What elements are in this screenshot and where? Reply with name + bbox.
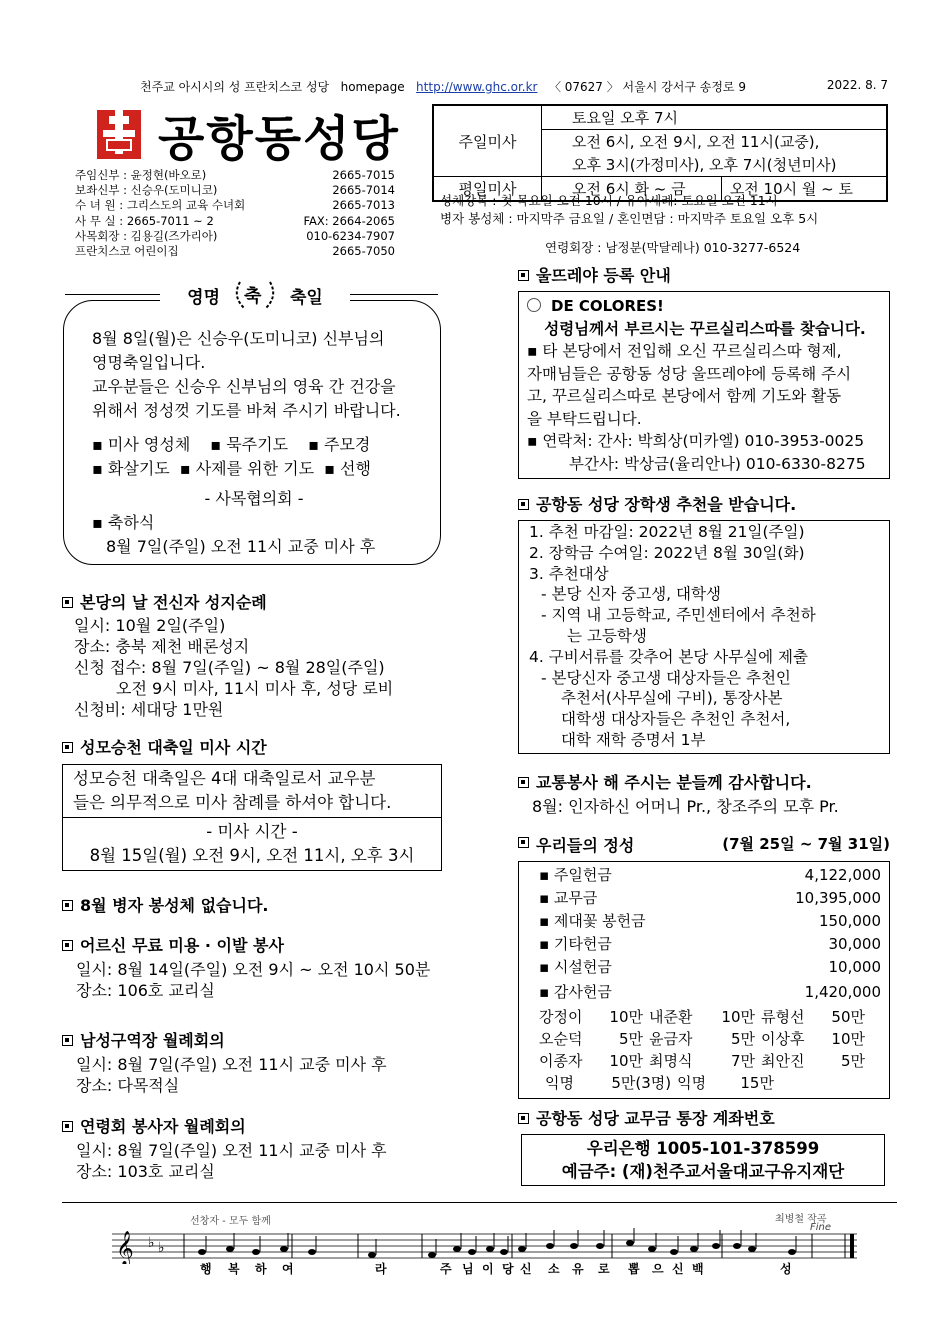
funeral-president: 연령회장 : 남정분(막달레나) 010-3277-6524 <box>545 240 801 255</box>
square-bullet-icon <box>62 1121 73 1132</box>
lyric-syllable: 행 <box>200 1262 212 1276</box>
donor-cell: 윤금자 <box>649 1030 693 1048</box>
square-bullet-icon <box>62 900 73 911</box>
lyric-syllable: 복 <box>228 1262 240 1276</box>
donor-cell: 5만 <box>730 1030 755 1048</box>
note-head <box>226 1246 234 1252</box>
lyric-syllable: 소 <box>548 1262 560 1276</box>
lyric-syllable: 당 <box>502 1262 514 1276</box>
lyric-syllable: 백 <box>692 1262 704 1276</box>
sick-section <box>62 893 268 916</box>
account-box <box>521 1134 885 1186</box>
feast-heading <box>160 277 350 313</box>
note-head <box>252 1249 260 1255</box>
section-title: 성모승천 대축일 미사 시간 <box>62 735 442 758</box>
lyric-syllable: 이 <box>482 1262 494 1276</box>
staff-row <box>75 229 395 244</box>
cursillo-contact: 부간사: 박상금(율리안나) 010-6330-8275 <box>569 454 866 473</box>
account-holder: 예금주: (재)천주교서울대교구유지재단 <box>561 1162 845 1181</box>
lyric-syllable: 유 <box>572 1262 584 1276</box>
council-sign: - 사목협의회 - <box>204 489 304 508</box>
header-line <box>140 78 746 95</box>
music-fine: Fine <box>810 1222 832 1233</box>
donor-cell: 류형선 <box>761 1008 805 1026</box>
donor-cell: 강정이 <box>539 1008 583 1026</box>
traffic-section <box>518 770 890 817</box>
scholarship-line: - 본당신자 중고생 대상자들은 추천인 <box>541 668 791 687</box>
bottom-rule <box>62 1202 897 1203</box>
cursillo-brand: DE COLORES! <box>551 297 664 315</box>
haircut-section <box>62 933 462 1001</box>
offering-label: ▪ 시설헌금 <box>539 958 612 976</box>
pilgrimage-section <box>62 590 442 720</box>
scholarship-line: 3. 추천대상 <box>529 564 609 583</box>
lyric-syllable: 라 <box>375 1262 387 1276</box>
staff-phone: FAX: 2664-2065 <box>303 213 395 228</box>
section-title: 남성구역장 월례회의 <box>62 1028 462 1051</box>
staff-row <box>75 198 395 213</box>
donor-cell: 익명 <box>677 1074 707 1092</box>
homepage-label: homepage <box>340 80 405 94</box>
offering-amount: 10,000 <box>828 958 881 976</box>
haircut-line: 장소: 106호 교리실 <box>76 981 215 1000</box>
feast-head-right: 축일 <box>290 287 323 308</box>
lyrics <box>200 1260 800 1280</box>
square-bullet-icon <box>518 1113 529 1124</box>
cursillo-body: 자매님들은 공항동 성당 울뜨레야에 등록해 주시 <box>527 364 852 383</box>
square-bullet-icon <box>62 597 73 608</box>
feast-p4: 위해서 정성껏 기도를 바쳐 주시기 바랍니다. <box>92 401 401 420</box>
cursillo-body: 을 부탁드립니다. <box>527 409 642 428</box>
note-head <box>788 1249 796 1255</box>
scholarship-line: - 지역 내 고등학교, 주민센터에서 추천하 <box>541 606 816 625</box>
staff-phone: 2665-7014 <box>332 183 395 198</box>
assumption-times: 8월 15일(월) 오전 9시, 오전 11시, 오후 3시 <box>89 846 415 865</box>
assumption-section <box>62 735 442 871</box>
note-head <box>280 1246 288 1252</box>
mens-line: 장소: 다목적실 <box>76 1076 180 1095</box>
note-head <box>486 1246 494 1252</box>
prayer-item: ▪ 화살기도 <box>92 459 170 478</box>
assumption-sub: - 미사 시간 - <box>206 822 298 841</box>
scholarship-line: 추천서(사무실에 구비), 통장사본 <box>561 689 783 708</box>
prayer-item: ▪ 사제를 위한 기도 <box>179 459 315 478</box>
feast-head-rule-right <box>350 294 438 295</box>
staff-phone: 2665-7050 <box>332 244 395 259</box>
section-title: 공항동 성당 장학생 추천을 받습니다. <box>518 492 890 515</box>
funeral-line: 일시: 8월 7일(주일) 오전 11시 교중 미사 후 <box>76 1141 387 1160</box>
note-head <box>733 1243 741 1249</box>
donor-cell: 최명식 <box>649 1052 693 1070</box>
note-head <box>748 1246 756 1252</box>
note-head <box>596 1243 604 1249</box>
note-head <box>453 1246 461 1252</box>
square-bullet-icon <box>62 742 73 753</box>
lyric-syllable: 님 <box>462 1262 474 1276</box>
donor-cell: 5만 <box>840 1052 865 1070</box>
square-bullet-icon <box>518 499 529 510</box>
offering-row <box>539 887 881 910</box>
feast-head-rule-left <box>65 294 160 295</box>
donor-cell: 이상후 <box>761 1030 805 1048</box>
lyric-syllable: 신 <box>672 1262 684 1276</box>
square-bullet-icon <box>62 1035 73 1046</box>
cursillo-box <box>518 291 890 479</box>
pilgrimage-line: 신청비: 세대당 1만원 <box>74 700 224 719</box>
offering-label: ▪ 교무금 <box>539 889 598 907</box>
staff-row <box>75 183 395 198</box>
scholarship-line: - 본당 신자 중고생, 대학생 <box>541 585 721 604</box>
assumption-text: 성모승천 대축일은 4대 대축일로서 교우분 <box>73 769 376 788</box>
weekday-time-b: 오전 10시 월 ~ 토 <box>721 177 886 201</box>
donor-row <box>539 1006 881 1028</box>
staff-role: 주임신부 : 윤정현(바오로) <box>75 168 207 182</box>
note-head <box>546 1243 554 1249</box>
note-head <box>648 1246 656 1252</box>
sunday-mass-label: 주일미사 <box>434 106 542 177</box>
donor-cell: 15만 <box>740 1074 774 1092</box>
cursillo-body: 고, 꾸르실리스따로 본당에서 함께 기도와 활동 <box>527 387 842 405</box>
donor-row <box>539 1050 881 1072</box>
scholarship-line: 는 고등학생 <box>567 626 647 645</box>
lyric-syllable: 으 <box>652 1262 664 1276</box>
note-head <box>690 1246 698 1252</box>
donor-cell: 이종자 <box>539 1052 583 1070</box>
prayer-item: ▪ 미사 영성체 <box>92 435 191 454</box>
section-title: 우리들의 정성 (7월 25일 ~ 7월 31일) <box>518 833 890 856</box>
donor-cell: 익명 <box>545 1074 574 1092</box>
scholarship-line: 1. 추천 마감일: 2022년 8월 21일(주일) <box>529 523 805 541</box>
donor-cell: 5만 <box>618 1030 643 1048</box>
offering-amount: 1,420,000 <box>804 983 881 1001</box>
donor-cell: 50만 <box>831 1008 865 1026</box>
flat-icon: ♭ <box>158 1240 165 1256</box>
offering-amount: 30,000 <box>828 935 881 953</box>
section-title: 어르신 무료 미용 · 이발 봉사 <box>62 933 462 956</box>
lyric-syllable: 성 <box>780 1262 792 1276</box>
flat-icon: ♭ <box>148 1235 155 1251</box>
mass-note-1: 성체강복 : 첫 목요일 오전 10시 / 유아세례: 토요일 오전 11시 <box>440 193 778 208</box>
offerings-box <box>518 861 890 1099</box>
funeral-section <box>62 1114 462 1182</box>
donor-row <box>539 1072 881 1094</box>
donor-cell: 10만 <box>609 1008 643 1026</box>
account-section <box>518 1106 890 1186</box>
issue-date: 2022. 8. 7 <box>826 78 888 92</box>
staff-list <box>75 168 395 259</box>
staff-phone: 010-6234-7907 <box>306 228 395 243</box>
staff-role: 사목회장 : 김용길(즈가리아) <box>75 228 218 243</box>
pilgrimage-line: 신청 접수: 8월 7일(주일) ~ 8월 28일(주일) <box>74 658 385 677</box>
scholarship-line: 대학 재학 증명서 1부 <box>561 730 706 749</box>
feast-mark: 축 <box>244 286 262 307</box>
feast-box <box>63 300 441 565</box>
offerings-period: (7월 25일 ~ 7월 31일) <box>722 835 890 853</box>
donor-cell: 10만 <box>609 1052 643 1070</box>
weekday-mass-label: 평일미사 <box>434 177 542 201</box>
square-bullet-icon <box>518 270 529 281</box>
offering-row <box>539 910 881 933</box>
staff-role: 프란치스코 어린이집 <box>75 244 179 259</box>
note-head <box>570 1243 578 1249</box>
note-head <box>428 1252 436 1258</box>
cursillo-emblem-icon <box>527 298 541 312</box>
assumption-box <box>62 764 442 871</box>
prayer-list-2 <box>92 457 416 481</box>
address: 〈 07627 〉 서울시 강서구 송정로 9 <box>548 80 746 94</box>
section-title: 울뜨레야 등록 안내 <box>518 263 890 286</box>
offering-label: ▪ 감사헌금 <box>539 983 612 1001</box>
sunday-time-2: 오전 6시, 오전 9시, 오전 11시(교중), <box>542 130 887 154</box>
music-staff <box>112 1228 857 1264</box>
feast-p1: 8월 8일(월)은 신승우(도미니코) 신부님의 <box>92 329 385 348</box>
lyric-syllable: 하 <box>255 1262 267 1276</box>
scholarship-box <box>518 520 890 754</box>
haircut-line: 일시: 8월 14일(주일) 오전 9시 ~ 오전 10시 50분 <box>76 960 431 979</box>
lyric-syllable: 여 <box>282 1262 294 1276</box>
cursillo-section <box>518 263 890 479</box>
prayer-item: ▪ 선행 <box>324 459 371 478</box>
offering-row <box>539 864 881 887</box>
note-head <box>518 1246 526 1252</box>
pilgrimage-line: 장소: 충북 제천 배론성지 <box>74 637 250 656</box>
offering-row <box>539 956 881 979</box>
celebration-time: 8월 7일(주일) 오전 11시 교중 미사 후 <box>106 537 376 556</box>
mens-line: 일시: 8월 7일(주일) 오전 11시 교중 미사 후 <box>76 1055 387 1074</box>
parish-logo <box>95 108 143 158</box>
pilgrimage-line: 일시: 10월 2일(주일) <box>74 616 226 635</box>
mass-note-2: 병자 봉성체 : 마지막주 금요일 / 혼인면담 : 마지막주 토요일 오후 5시 <box>440 211 819 226</box>
note-head <box>626 1240 634 1246</box>
offering-row <box>539 979 881 1006</box>
lyric-syllable: 주 <box>440 1262 452 1276</box>
sunday-time-3: 오후 3시(가정미사), 오후 7시(청년미사) <box>542 153 887 177</box>
note-head <box>468 1249 476 1255</box>
assumption-text: 들은 의무적으로 미사 참례를 하셔야 합니다. <box>73 793 392 812</box>
note-head <box>670 1249 678 1255</box>
staff-row <box>75 168 395 183</box>
sunday-time-1: 토요일 오후 7시 <box>542 106 887 130</box>
feast-p2: 영명축일입니다. <box>92 353 206 372</box>
lyric-syllable: 뽑 <box>628 1262 640 1276</box>
mass-notes <box>440 192 818 228</box>
funeral-line: 장소: 103호 교리실 <box>76 1162 215 1181</box>
offering-label: ▪ 제대꽃 봉헌금 <box>539 912 646 930</box>
laurel-icon <box>230 278 280 312</box>
section-title: 8월 병자 봉성체 없습니다. <box>62 893 268 916</box>
mens-section <box>62 1028 462 1096</box>
mass-times-table <box>432 104 888 202</box>
prayer-item: ▪ 묵주기도 <box>210 435 289 454</box>
section-title: 공항동 성당 교무금 통장 계좌번호 <box>518 1106 890 1129</box>
cursillo-body: ▪ 타 본당에서 전입해 오신 꾸르실리스따 형제, <box>527 342 842 360</box>
celebration-label: ▪ 축하식 <box>92 513 155 532</box>
donor-cell: 10만 <box>721 1008 755 1026</box>
staff-role: 보좌신부 : 신승우(도미니코) <box>75 183 218 198</box>
note-head <box>198 1249 206 1255</box>
donor-cell <box>780 1072 838 1094</box>
donor-cell: 내준환 <box>649 1008 693 1026</box>
prayer-item: ▪ 주모경 <box>308 435 371 454</box>
scholarship-section <box>518 492 890 754</box>
offering-amount: 4,122,000 <box>804 866 881 884</box>
note-head <box>500 1249 508 1255</box>
donor-cell: 5만(3명) <box>611 1074 672 1092</box>
music-direction: 선창자 - 모두 함께 <box>190 1216 271 1227</box>
offering-row <box>539 933 881 956</box>
feast-p3: 교우분들은 신승우 신부님의 영육 간 건강을 <box>92 377 396 396</box>
offering-amount: 150,000 <box>818 912 881 930</box>
weekday-time-a: 오전 6시 화 ~ 금 <box>542 177 722 201</box>
square-bullet-icon <box>518 837 529 848</box>
feast-head-left: 영명 <box>187 287 220 308</box>
staff-row <box>75 244 395 259</box>
staff-phone: 2665-7013 <box>332 198 395 213</box>
square-bullet-icon <box>518 777 529 788</box>
scholarship-line: 대학생 대상자들은 추천인 추천서, <box>561 710 791 729</box>
note-head <box>308 1249 316 1255</box>
section-title: 연령회 봉사자 월례회의 <box>62 1114 462 1137</box>
page-title: 공항동성당 <box>158 111 400 167</box>
offering-label: ▪ 주일헌금 <box>539 866 612 884</box>
cursillo-contact: ▪ 연락처: 간사: 박희상(미카엘) 010-3953-0025 <box>527 432 865 450</box>
scholarship-line: 2. 장학금 수여일: 2022년 8월 30일(화) <box>529 543 805 562</box>
lyric-syllable: 신 <box>520 1262 532 1276</box>
cursillo-tagline: 성령님께서 부르시는 꾸르실리스따를 찾습니다. <box>544 319 866 338</box>
traffic-line: 8월: 인자하신 어머니 Pr., 창조주의 모후 Pr. <box>532 797 839 816</box>
offering-label: ▪ 기타헌금 <box>539 935 612 953</box>
pilgrimage-line: 오전 9시 미사, 11시 미사 후, 성당 로비 <box>116 679 394 698</box>
donor-cell: 최안진 <box>761 1052 805 1070</box>
treble-clef-icon: 𝄞 <box>116 1231 134 1264</box>
note-head <box>368 1252 376 1258</box>
staff-role: 사 무 실 : 2665-7011 ~ 2 <box>75 213 214 228</box>
donor-cell: 오순덕 <box>539 1030 583 1048</box>
staff-role: 수 녀 원 : 그리스도의 교육 수녀회 <box>75 198 246 213</box>
lyric-syllable: 로 <box>598 1262 610 1276</box>
staff-phone: 2665-7015 <box>332 168 395 182</box>
bank-account: 우리은행 1005-101-378599 <box>586 1139 820 1158</box>
section-title: 본당의 날 전신자 성지순례 <box>62 590 442 613</box>
prayer-list-1 <box>92 433 416 457</box>
scholarship-line: 4. 구비서류를 갖추어 본당 사무실에 제출 <box>529 647 808 666</box>
offerings-section <box>518 833 890 1099</box>
staff-row <box>75 214 395 229</box>
donor-cell: 7만 <box>730 1052 755 1070</box>
music-composer: 최병철 작곡 <box>775 1214 827 1225</box>
square-bullet-icon <box>62 940 73 951</box>
donor-cell: 10만 <box>831 1030 865 1048</box>
note-head <box>712 1243 720 1249</box>
donor-row <box>539 1028 881 1050</box>
section-title: 교통봉사 해 주시는 분들께 감사합니다. <box>518 770 890 793</box>
donor-cell <box>838 1072 881 1094</box>
offering-amount: 10,395,000 <box>795 889 881 907</box>
homepage-link[interactable]: http://www.ghc.or.kr <box>416 80 538 94</box>
parish-name: 천주교 아시시의 성 프란치스코 성당 <box>140 80 330 94</box>
